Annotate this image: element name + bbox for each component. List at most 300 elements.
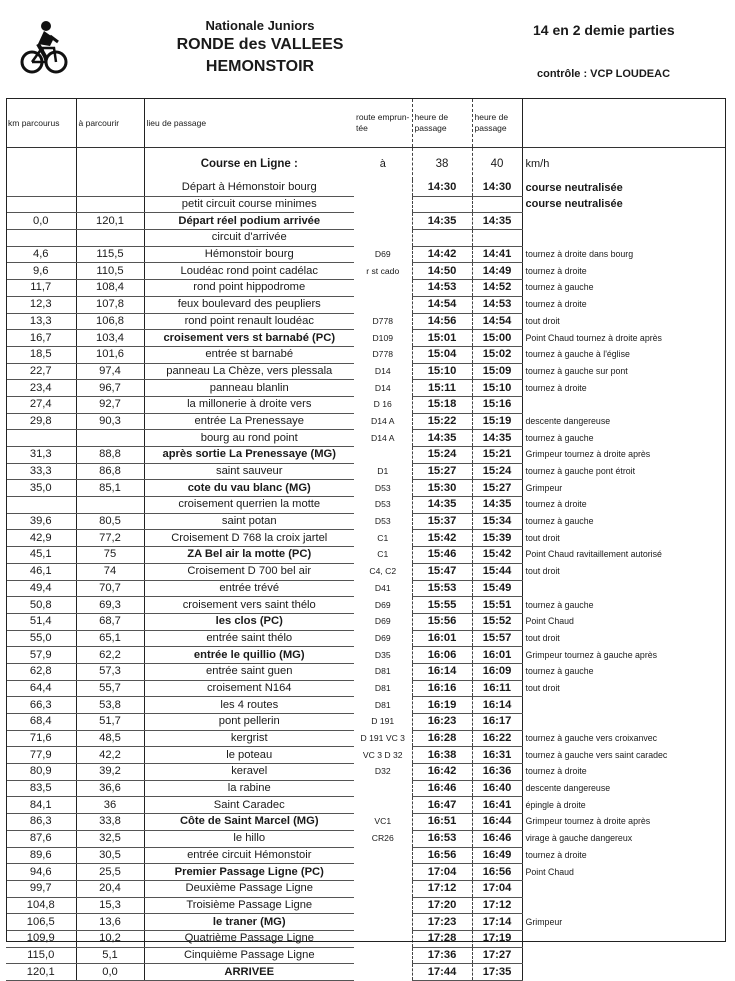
km-done-cell: 0,0 [6,213,76,230]
time38-cell: 15:11 [412,380,472,397]
time38-cell: 17:36 [412,947,472,964]
time38-cell: 16:28 [412,730,472,747]
route-cell: D 16 [373,399,392,410]
km-done-cell: 68,4 [6,714,76,731]
route-cell [354,947,412,964]
km-left-cell: 39,2 [76,764,144,781]
time40-cell: 17:12 [472,897,522,914]
time40-cell: 14:52 [472,280,522,297]
note-cell [522,714,726,731]
km-done-cell: 51,4 [6,613,76,630]
place-cell: les 4 routes [144,697,354,714]
table-row [6,330,726,347]
route-cell [354,196,412,213]
km-left-cell: 36 [76,797,144,814]
note-cell: tout droit [525,682,560,693]
time40-cell: 16:56 [472,864,522,881]
route-cell [354,897,412,914]
time38-cell: 14:50 [412,263,472,280]
time38-cell: 16:19 [412,697,472,714]
km-done-cell: 57,9 [6,647,76,664]
table-row [6,597,726,614]
note-cell: Grimpeur [525,482,563,493]
route-cell [354,213,412,230]
time40-cell [472,230,522,247]
km-left-cell: 13,6 [76,914,144,931]
km-left-cell: 101,6 [76,346,144,363]
speed-38: 38 [412,148,472,181]
km-done-cell: 66,3 [6,697,76,714]
time40-cell: 16:46 [472,830,522,847]
time38-cell [412,196,472,213]
time40-cell: 17:14 [472,914,522,931]
time40-cell: 15:19 [472,413,522,430]
time40-cell: 14:54 [472,313,522,330]
note-cell: tout droit [525,632,560,643]
table-row [6,964,726,981]
km-left-cell: 115,5 [76,246,144,263]
table-row [6,380,726,397]
time40-cell: 16:01 [472,647,522,664]
km-done-cell [6,497,76,514]
place-cell: panneau blanlin [144,380,354,397]
km-left-cell: 55,7 [76,680,144,697]
place-cell: saint potan [144,513,354,530]
km-left-cell: 48,5 [76,730,144,747]
time40-cell: 14:41 [472,246,522,263]
time38-cell: 15:56 [412,613,472,630]
control-note: contrôle : VCP LOUDEAC [537,68,671,80]
category-title: Nationale Juniors [205,18,315,33]
note-cell: Point Chaud [525,616,574,627]
place-cell: entrée saint thélo [144,630,354,647]
time40-cell: 14:49 [472,263,522,280]
time40-cell: 16:36 [472,764,522,781]
table-row [6,847,726,864]
table-row [6,547,726,564]
table-row [6,580,726,597]
time40-cell: 14:35 [472,497,522,514]
route-cell [354,296,412,313]
note-cell: Point Chaud tournez à droite après [525,332,662,343]
place-cell: entrée saint guen [144,663,354,680]
time40-cell: 17:35 [472,964,522,981]
time40-cell: 15:39 [472,530,522,547]
table-row [6,530,726,547]
time40-cell: 14:53 [472,296,522,313]
route-cell [354,447,412,464]
table-row [6,647,726,664]
time40-cell: 14:35 [472,430,522,447]
km-left-cell: 103,4 [76,330,144,347]
note-cell: tournez à gauche vers saint caradec [525,749,668,760]
table-row [6,630,726,647]
table-row [6,563,726,580]
km-done-cell: 49,4 [6,580,76,597]
km-done-cell: 83,5 [6,780,76,797]
note-cell: tournez à droite [525,265,587,276]
table-row [6,663,726,680]
km-done-cell: 109,9 [6,930,76,947]
time38-cell: 14:30 [412,180,472,196]
note-cell: course neutralisée [525,198,623,211]
km-left-cell: 68,7 [76,613,144,630]
place-cell: la millonerie à droite vers [144,396,354,413]
km-left-cell: 36,6 [76,780,144,797]
col-place: lieu de passage [144,99,354,148]
note-cell [522,880,726,897]
time38-cell: 16:47 [412,797,472,814]
time38-cell: 16:38 [412,747,472,764]
place-cell: Départ réel podium arrivée [144,213,354,230]
place-cell: le hillo [144,830,354,847]
km-done-cell: 18,5 [6,346,76,363]
time38-cell: 17:28 [412,930,472,947]
route-cell [354,864,412,881]
time38-cell: 15:46 [412,547,472,564]
km-done-cell: 31,3 [6,447,76,464]
route-cell: D81 [374,699,391,710]
note-cell: tournez à gauche [525,516,594,527]
time38-cell [412,230,472,247]
place-cell: Deuxième Passage Ligne [144,880,354,897]
km-left-cell: 120,1 [76,213,144,230]
place-cell: entrée circuit Hémonstoir [144,847,354,864]
time38-cell: 15:01 [412,330,472,347]
col-time40: heure de passage [472,99,522,148]
note-cell [522,964,726,981]
table-row [6,447,726,464]
time38-cell: 17:44 [412,964,472,981]
place-cell: les clos (PC) [144,613,354,630]
time38-cell: 14:35 [412,497,472,514]
route-cell [354,847,412,864]
note-cell: Grimpeur tournez à gauche après [525,649,658,660]
km-done-cell: 9,6 [6,263,76,280]
time40-cell [472,196,522,213]
table-row [6,864,726,881]
km-done-cell: 23,4 [6,380,76,397]
table-row [6,413,726,430]
place-cell: entrée st barnabé [144,346,354,363]
table-row [6,313,726,330]
km-left-cell: 53,8 [76,697,144,714]
note-cell: descente dangereuse [525,783,611,794]
note-cell: Point Chaud ravitaillement autorisé [525,549,662,560]
table-row [6,714,726,731]
route-cell: r st cado [366,265,400,276]
km-left-cell: 106,8 [76,313,144,330]
time40-cell: 15:52 [472,613,522,630]
km-left-cell: 33,8 [76,814,144,831]
table-row [6,914,726,931]
time38-cell: 14:35 [412,213,472,230]
note-cell: tournez à gauche sur pont [525,365,628,376]
table-row [6,680,726,697]
km-left-cell [76,180,144,196]
route-cell: VC 3 D 32 [362,749,403,760]
route-cell: D41 [374,582,391,593]
km-left-cell: 42,2 [76,747,144,764]
km-done-cell [6,230,76,247]
note-cell: course neutralisée [525,181,623,194]
time40-cell: 14:35 [472,213,522,230]
table-row [6,246,726,263]
note-cell: tournez à droite [525,299,587,310]
km-done-cell: 45,1 [6,547,76,564]
km-done-cell: 71,6 [6,730,76,747]
time40-cell: 17:19 [472,930,522,947]
route-cell: D69 [374,599,391,610]
table-row [6,697,726,714]
place-cell: panneau La Chèze, vers plessala [144,363,354,380]
table-row [6,730,726,747]
route-cell: C1 [377,549,389,560]
table-row [6,480,726,497]
time38-cell: 15:24 [412,447,472,464]
km-left-cell: 75 [76,547,144,564]
time40-cell: 15:34 [472,513,522,530]
stage-note: 14 en 2 demie parties [533,22,675,38]
table-row [6,280,726,297]
table-row [6,396,726,413]
note-cell: virage à gauche dangereux [525,833,633,844]
route-cell: C4, C2 [369,566,397,577]
km-left-cell: 97,4 [76,363,144,380]
table-header [6,99,726,148]
time40-cell: 15:27 [472,480,522,497]
time40-cell: 15:00 [472,330,522,347]
note-cell: tournez à droite [525,766,587,777]
note-cell: Grimpeur tournez à droite après [525,816,651,827]
note-cell [522,213,726,230]
route-cell: D 191 [371,716,395,727]
note-cell: tout droit [525,566,560,577]
km-done-cell: 33,3 [6,463,76,480]
route-cell: D14 [374,382,391,393]
km-left-cell: 20,4 [76,880,144,897]
time38-cell: 17:04 [412,864,472,881]
place-cell: Cinquième Passage Ligne [144,947,354,964]
time40-cell: 15:44 [472,563,522,580]
km-done-cell: 120,1 [6,964,76,981]
table-row [6,296,726,313]
note-cell: tournez à gauche [525,432,594,443]
time38-cell: 16:06 [412,647,472,664]
place-cell: entrée La Prenessaye [144,413,354,430]
note-cell: tournez à droite [525,849,587,860]
time40-cell: 15:21 [472,447,522,464]
note-cell: tournez à droite dans bourg [525,249,634,260]
route-cell: C1 [377,532,389,543]
km-done-cell: 50,8 [6,597,76,614]
time40-cell: 15:16 [472,396,522,413]
time38-cell: 16:51 [412,814,472,831]
note-cell: tournez à droite [525,382,587,393]
time40-cell: 14:30 [472,180,522,196]
table-row [6,346,726,363]
table-row [6,780,726,797]
km-done-cell: 22,7 [6,363,76,380]
route-cell [354,180,412,196]
place-cell: feux boulevard des peupliers [144,296,354,313]
km-left-cell: 25,5 [76,864,144,881]
time40-cell: 16:09 [472,663,522,680]
km-left-cell: 74 [76,563,144,580]
route-cell [354,230,412,247]
note-cell: tournez à gauche [525,599,594,610]
km-done-cell: 99,7 [6,880,76,897]
time38-cell: 16:23 [412,714,472,731]
speed-40: 40 [472,148,522,181]
place-cell: Premier Passage Ligne (PC) [144,864,354,881]
km-done-cell: 12,3 [6,296,76,313]
km-done-cell: 39,6 [6,513,76,530]
km-left-cell: 5,1 [76,947,144,964]
note-cell [522,580,726,597]
time38-cell: 16:56 [412,847,472,864]
route-cell: D81 [374,682,391,693]
km-left-cell: 80,5 [76,513,144,530]
km-left-cell: 57,3 [76,663,144,680]
note-cell: tournez à gauche [525,666,594,677]
note-cell: tournez à gauche vers croixanvec [525,733,658,744]
place-cell: saint sauveur [144,463,354,480]
route-cell [354,797,412,814]
time40-cell: 16:49 [472,847,522,864]
place-cell: petit circuit course minimes [144,196,354,213]
speed-unit: km/h [525,157,550,170]
km-done-cell [6,196,76,213]
place-cell: entrée le quillio (MG) [144,647,354,664]
table-row [6,430,726,447]
km-left-cell: 108,4 [76,280,144,297]
route-cell: D778 [372,349,394,360]
place-cell: croisement vers saint thélo [144,597,354,614]
km-done-cell: 84,1 [6,797,76,814]
note-cell: tournez à gauche pont étroit [525,466,636,477]
km-left-cell: 0,0 [76,964,144,981]
time38-cell: 15:42 [412,530,472,547]
km-done-cell [6,180,76,196]
time38-cell: 14:54 [412,296,472,313]
table-row [6,830,726,847]
table-row [6,513,726,530]
route-cell: D81 [374,666,391,677]
town-title: HEMONSTOIR [205,58,315,75]
place-cell: entrée trévé [144,580,354,597]
km-left-cell: 65,1 [76,630,144,647]
time40-cell: 17:04 [472,880,522,897]
note-cell [522,930,726,947]
time38-cell: 17:12 [412,880,472,897]
time38-cell: 15:55 [412,597,472,614]
note-cell: épingle à droite [525,799,586,810]
route-cell: D778 [372,315,394,326]
place-cell: pont pellerin [144,714,354,731]
time38-cell: 14:42 [412,246,472,263]
km-done-cell: 115,0 [6,947,76,964]
note-cell [522,697,726,714]
time38-cell: 16:46 [412,780,472,797]
route-cell: D14 A [371,432,395,443]
col-km-done: km parcourus [6,99,76,148]
place-cell: la rabine [144,780,354,797]
time40-cell: 16:44 [472,814,522,831]
route-cell [354,914,412,931]
place-cell: Loudéac rond point cadélac [144,263,354,280]
km-left-cell: 77,2 [76,530,144,547]
km-done-cell: 94,6 [6,864,76,881]
km-left-cell: 69,3 [76,597,144,614]
place-cell: kergrist [144,730,354,747]
km-left-cell: 62,2 [76,647,144,664]
place-cell: rond point renault loudéac [144,313,354,330]
time40-cell: 15:51 [472,597,522,614]
route-cell: D109 [372,332,394,343]
note-cell [522,230,726,247]
km-done-cell: 80,9 [6,764,76,781]
km-done-cell: 16,7 [6,330,76,347]
time38-cell: 15:47 [412,563,472,580]
km-left-cell: 15,3 [76,897,144,914]
time38-cell: 15:18 [412,396,472,413]
route-cell [354,880,412,897]
km-left-cell [76,430,144,447]
time40-cell: 15:42 [472,547,522,564]
time38-cell: 16:42 [412,764,472,781]
km-left-cell: 10,2 [76,930,144,947]
place-cell: Troisième Passage Ligne [144,897,354,914]
km-done-cell [6,430,76,447]
place-cell: keravel [144,764,354,781]
time38-cell: 16:14 [412,663,472,680]
time40-cell: 16:31 [472,747,522,764]
note-cell: tournez à droite [525,499,587,510]
time40-cell: 15:09 [472,363,522,380]
roadbook-table [6,98,726,981]
note-cell [522,947,726,964]
col-route: route emprun-tée [354,99,412,148]
col-km-left: à parcourir [76,99,144,148]
route-cell [354,280,412,297]
place-cell: le poteau [144,747,354,764]
time40-cell: 16:40 [472,780,522,797]
km-left-cell: 70,7 [76,580,144,597]
time38-cell: 16:16 [412,680,472,697]
route-cell [354,964,412,981]
place-cell: Départ à Hémonstoir bourg [144,180,354,196]
time40-cell: 16:41 [472,797,522,814]
time38-cell: 16:01 [412,630,472,647]
course-row [6,148,726,181]
route-cell: D 191 VC 3 [360,733,405,744]
time38-cell: 14:35 [412,430,472,447]
km-left-cell: 90,3 [76,413,144,430]
table-row [6,814,726,831]
km-done-cell: 87,6 [6,830,76,847]
time40-cell: 16:14 [472,697,522,714]
table-row [6,747,726,764]
km-done-cell: 35,0 [6,480,76,497]
time38-cell: 15:04 [412,346,472,363]
km-done-cell: 11,7 [6,280,76,297]
time40-cell: 15:02 [472,346,522,363]
course-label: Course en Ligne : [200,157,298,170]
time38-cell: 15:37 [412,513,472,530]
place-cell: bourg au rond point [144,430,354,447]
time40-cell: 16:11 [472,680,522,697]
